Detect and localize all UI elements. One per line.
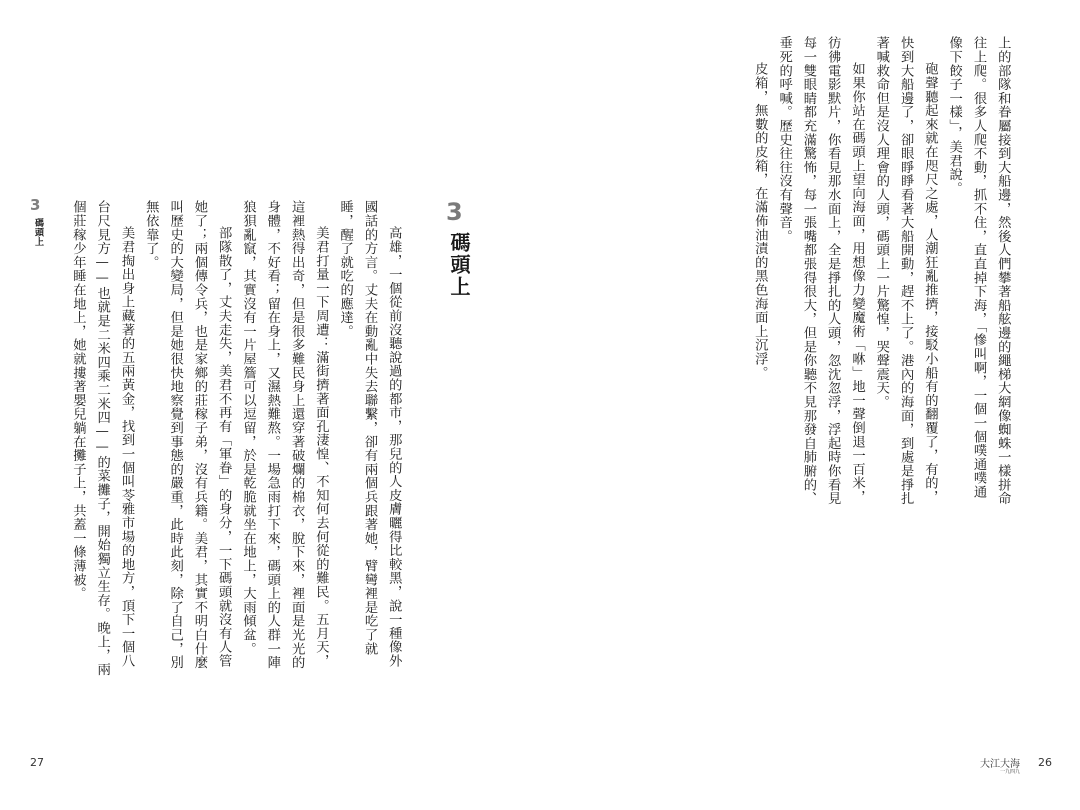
side-chapter-title: 碼頭上 (33, 218, 43, 247)
chapter-title: 碼頭上 (447, 232, 471, 298)
text-line: 狼狽亂竄，其實沒有一片屋簷可以逗留，於是乾脆就坐在地上，大雨傾盆。 (240, 200, 256, 656)
running-head: 大江大海 (980, 759, 1020, 770)
text-line: 身體，不好看；留在身上，又濕熱難熬。一場急雨打下來，碼頭上的人群一陣 (264, 200, 280, 670)
text-line: 彷彿電影默片，你看見那水面上，全是掙扎的人頭，忽沈忽浮，浮起時你看見 (825, 36, 841, 506)
text-line: 部隊散了，丈夫走失，美君不再有「軍眷」的身分，一下碼頭就沒有人管 (216, 226, 232, 668)
text-line: 高雄，一個從前沒聽說過的都市，那兒的人皮膚曬得比較黑，說一種像外 (386, 226, 402, 668)
text-line: 美君掏出身上藏著的五兩黃金，找到一個叫苓雅市場的地方，頂下一個八 (118, 226, 134, 668)
text-line: 美君打量一下周遭：滿街擠著面孔淒惶、不知何去何從的難民。五月天， (313, 226, 329, 668)
text-line: 著喊救命但是沒人理會的人頭，碼頭上一片驚惶，哭聲震天。 (873, 36, 889, 409)
text-line: 這裡熱得出奇，但是很多難民身上還穿著破爛的棉衣，脫下來，裡面是光光的 (289, 200, 305, 670)
page-number-left: 27 (30, 756, 44, 769)
text-line: 垂死的呼喊。歷史往往沒有聲音。 (776, 36, 792, 243)
text-line: 皮箱，無數的皮箱，在滿佈油漬的黑色海面上沉浮。 (752, 62, 768, 380)
text-line: 國話的方言。丈夫在動亂中失去聯繫，卻有兩個兵跟著她，臂彎裡是吃了就 (361, 200, 377, 656)
text-line: 往上爬。很多人爬不動，抓不住，直直掉下海，「慘叫啊，一個一個噗通噗通 (970, 36, 986, 499)
text-line: 砲聲聽起來就在咫尺之處，人潮狂亂推擠，接駁小船有的翻覆了，有的， (922, 62, 938, 504)
text-line: 個莊稼少年睡在地上，她就摟著嬰兒躺在攤子上，共蓋一條薄被。 (70, 200, 86, 601)
side-chapter-number: 3 (30, 196, 41, 214)
right-page (540, 0, 1080, 810)
running-head-sub: 一九四九 (1000, 769, 1021, 775)
text-line: 像下餃子一樣」，美君說。 (946, 36, 962, 195)
text-line: 快到大船邊了，卻眼睜睜看著大船開動，趕不上了。港內的海面，到處是掙扎 (898, 36, 914, 506)
text-line: 每一雙眼睛都充滿驚怖，每一張嘴都張得很大，但是你聽不見那發自肺腑的、 (800, 36, 816, 506)
text-line: 她了；兩個傳令兵，也是家鄉的莊稼子弟，沒有兵籍。美君，其實不明白什麼 (191, 200, 207, 670)
chapter-number: 3 (446, 198, 463, 226)
page-number-right: 26 (1038, 756, 1052, 769)
text-line: 台尺見方——也就是二米四乘二米四——的菜攤子，開始獨立生存。晚上，兩 (94, 200, 110, 676)
text-line: 叫歷史的大變局，但是她很快地察覺到事態的嚴重，此時此刻，除了自己，別 (167, 200, 183, 670)
text-line: 如果你站在碼頭上望向海面，用想像力變魔術「咻」地一聲倒退一百米， (849, 62, 865, 504)
text-line: 無依靠了。 (143, 200, 159, 269)
text-line: 睡，醒了就吃的應達。 (337, 200, 353, 338)
text-line: 上的部隊和眷屬接到大船邊，然後人們攀著船舷邊的繩梯大網像蜘蛛一樣拼命 (995, 36, 1011, 506)
